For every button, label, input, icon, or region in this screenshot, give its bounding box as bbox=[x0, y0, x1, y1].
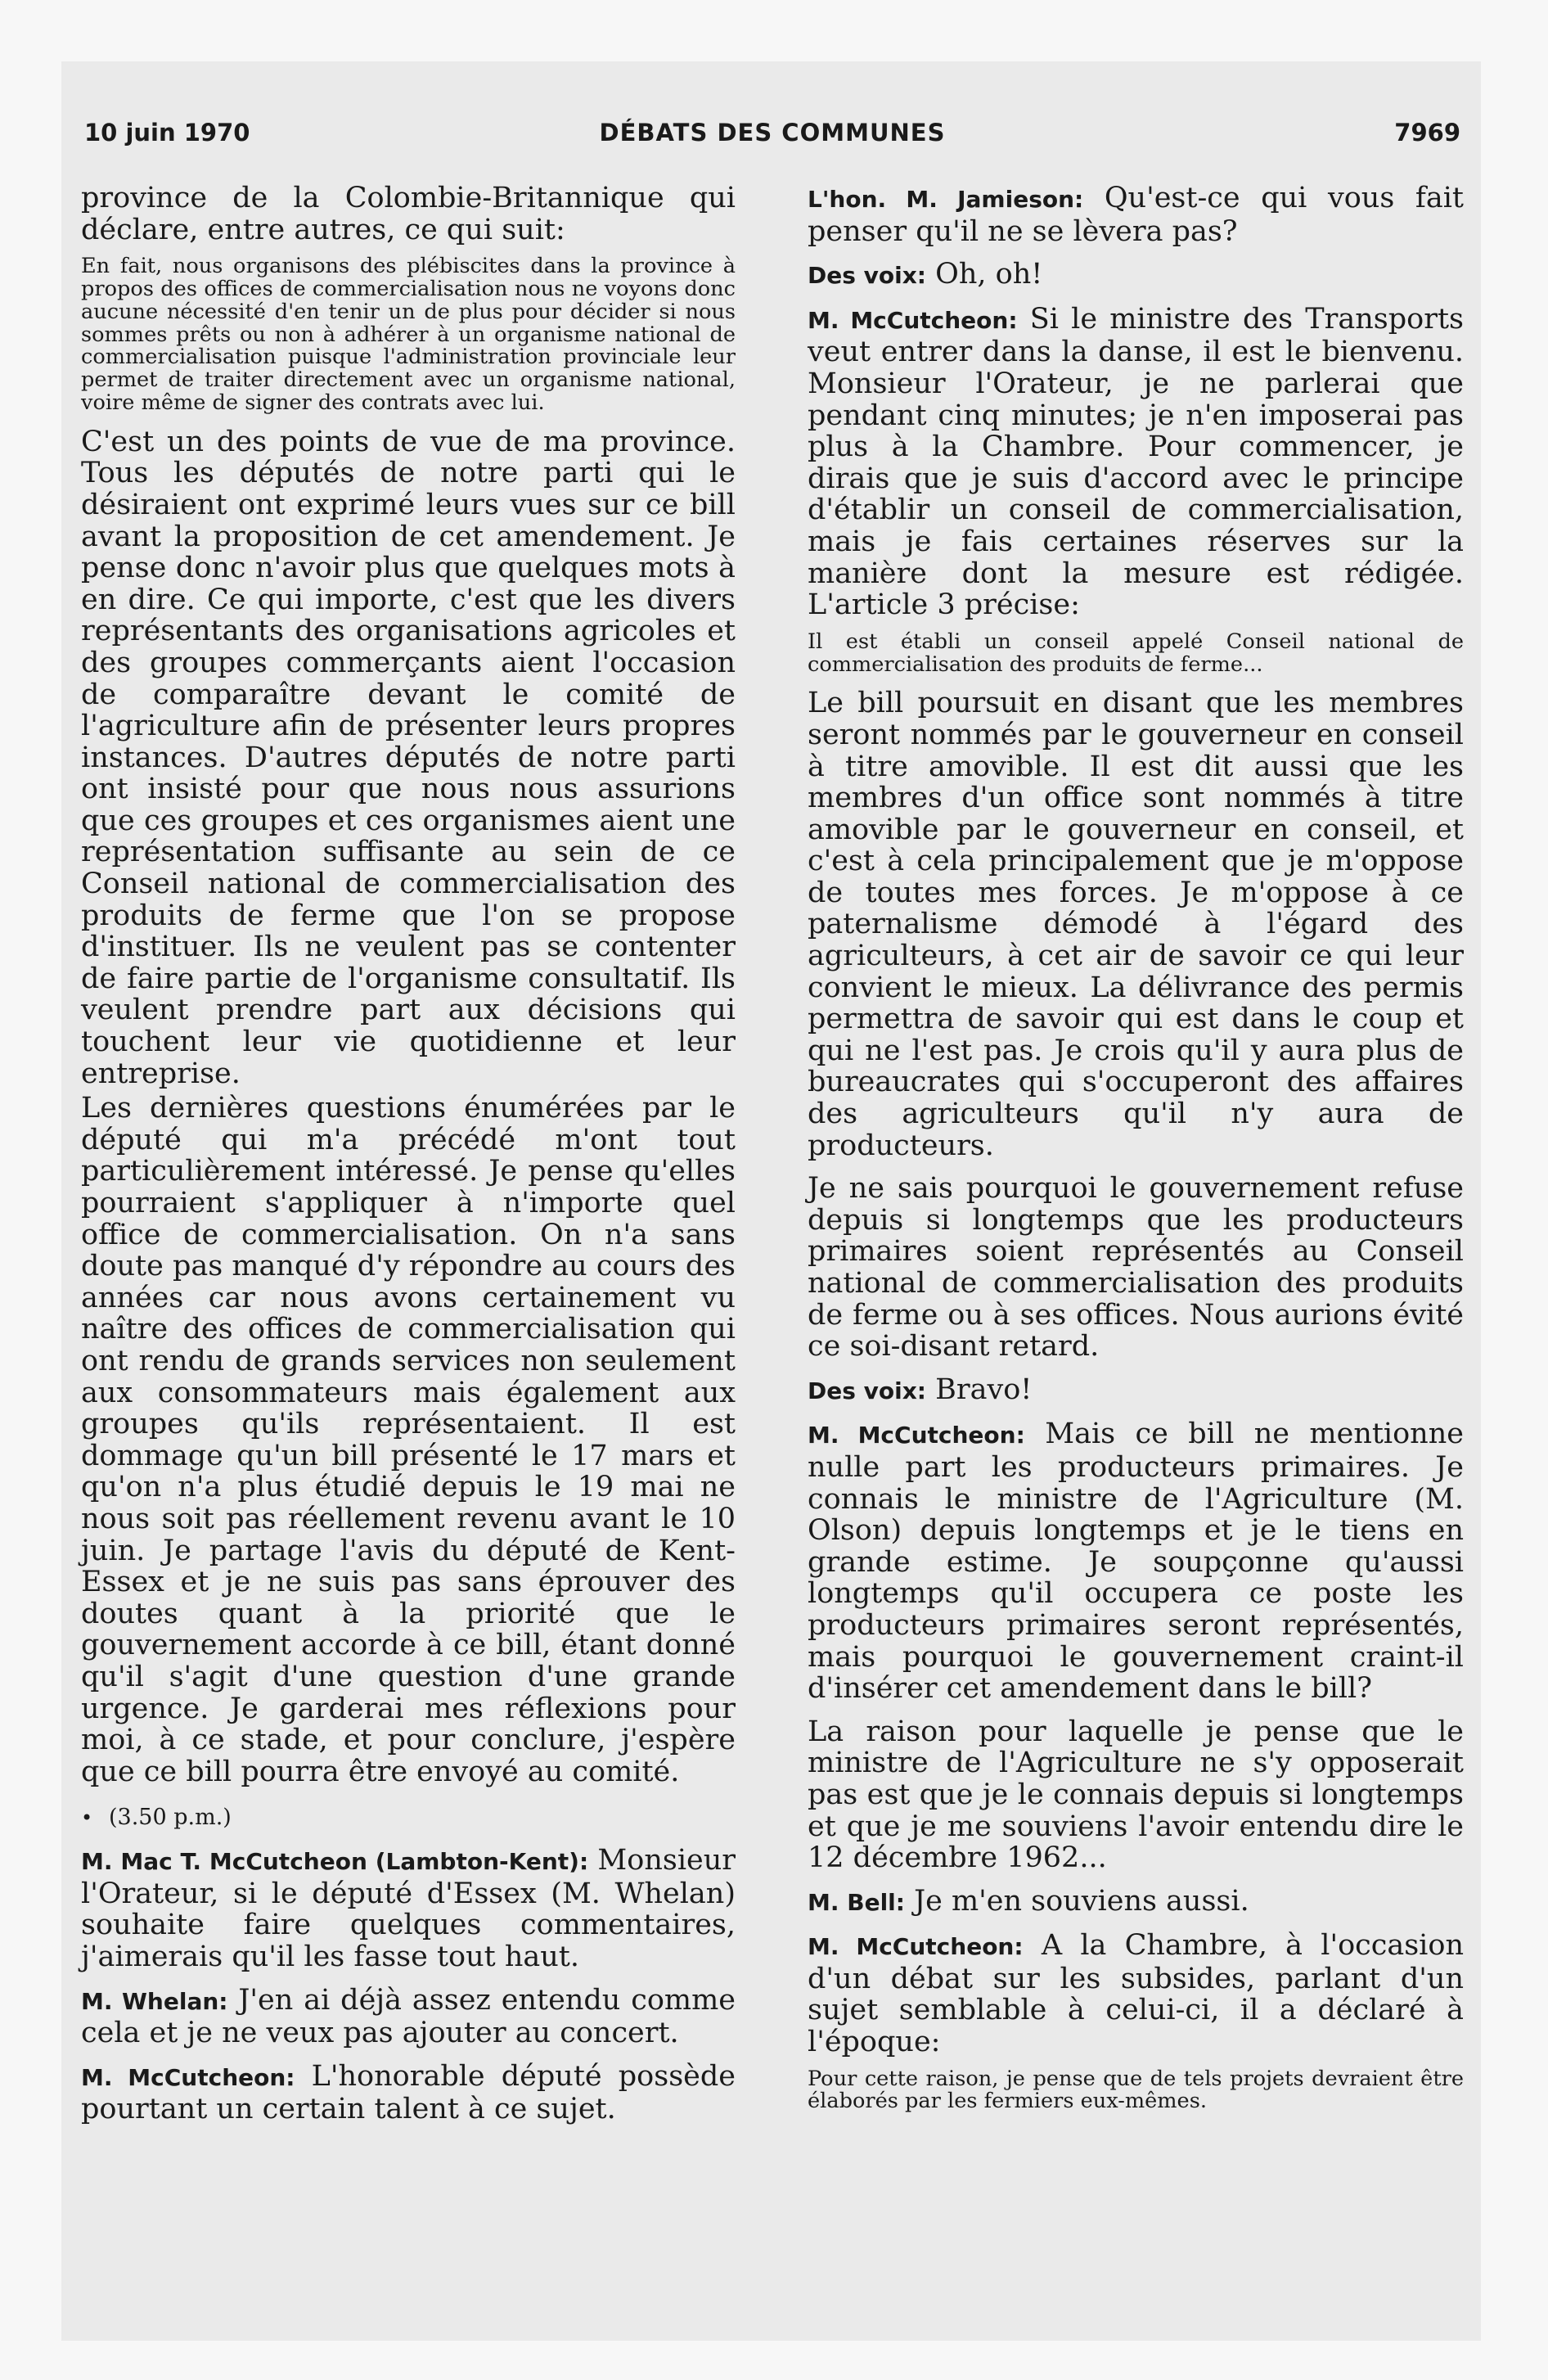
time-label: (3.50 p.m.) bbox=[109, 1805, 232, 1831]
page-number: 7969 bbox=[1394, 119, 1460, 146]
timestamp bbox=[81, 1802, 736, 1833]
speech bbox=[81, 1985, 736, 2049]
speech-text: Mais ce bill ne mentionne nulle part les producteurs primaires. Je connais le ministre de l'Agriculture (M. Olson) depuis longtemps et je le tiens en grande estime. Je soupçonne qu'aussi longtemps qu'il occupera ce poste les producteurs primaires seront représentés, mais pourquoi le gouvernement craint-il d'insérer cet amendement dans le bill? bbox=[808, 1418, 1464, 1706]
page-header bbox=[84, 119, 1460, 156]
speaker-name: M. Mac T. McCutcheon (Lambton-Kent): bbox=[81, 1848, 589, 1876]
header-title: DÉBATS DES COMMUNES bbox=[599, 119, 946, 146]
speech bbox=[808, 1930, 1464, 2058]
journal-page bbox=[61, 61, 1481, 2341]
block-quote: En fait, nous organisons des plébiscites dans la province à propos des offices de commercialisation nous ne voyons donc aucune nécessité d'en tenir un de plus pour décider si nous sommes prêts ou non à adhérer à un organisme national de commercialisation puisque l'administration provinciale leur permet de traiter directement avec un organisme national, voire même de signer des contrats avec lui. bbox=[81, 254, 736, 415]
paragraph: Je ne sais pourquoi le gouvernement refuse depuis si longtemps que les producteurs primaires soient représentés au Conseil national de commercialisation des produits de ferme ou à ses offices. Nous aurions évité ce soi-disant retard. bbox=[808, 1172, 1464, 1364]
speech bbox=[808, 183, 1464, 247]
speech-text: Je m'en souviens aussi. bbox=[914, 1884, 1249, 1918]
paragraph: C'est un des points de vue de ma province. Tous les députés de notre parti qui le désiraient ont exprimé leurs vues sur ce bill avant la proposition de cet amendement. Je pense donc n'avoir plus que quelques mots à en dire. Ce qui importe, c'est que les divers représentants des organisations agricoles et des groupes commerçants aient l'occasion de comparaître devant le comité de l'agriculture afin de présenter leurs propres instances. D'autres députés de notre parti ont insisté pour que nous nous assurions que ces groupes et ces organismes aient une représentation suffisante au sein de ce Conseil national de commercialisation des produits de ferme que l'on se propose d'instituer. Ils ne veulent pas se contenter de faire partie de l'organisme consultatif. Ils veulent prendre part aux décisions qui touchent leur vie quotidienne et leur entreprise. bbox=[81, 425, 736, 1090]
paragraph: La raison pour laquelle je pense que le ministre de l'Agriculture ne s'y opposerait pas est que je le connais depuis si longtemps et que je me souviens l'avoir entendu dire le 12 décembre 1962... bbox=[808, 1715, 1464, 1875]
speech-text: Bravo! bbox=[935, 1373, 1033, 1406]
header-date: 10 juin 1970 bbox=[84, 119, 250, 146]
speech bbox=[808, 1886, 1464, 1919]
speech bbox=[808, 259, 1464, 292]
speech bbox=[81, 1845, 736, 1972]
speaker-name: M. McCutcheon: bbox=[808, 1933, 1024, 1961]
speaker-name: M. Whelan: bbox=[81, 1987, 228, 2015]
speaker-name: M. McCutcheon: bbox=[808, 1422, 1025, 1449]
speech-text: Si le ministre des Transports veut entrer dans la danse, il est le bienvenu. Monsieur l'Orateur, je ne parlerai que pendant cinq minutes; je n'en imposerai pas plus à la Chambre. Pour commencer, je dirais que je suis d'accord avec le principe d'établir un conseil de commercialisation, mais je fais certaines réserves sur la manière dont la mesure est rédigée. L'article 3 précise: bbox=[808, 302, 1464, 622]
paragraph: Les dernières questions énumérées par le député qui m'a précédé m'ont tout particulièrement intéressé. Je pense qu'elles pourraient s'appliquer à n'importe quel office de commercialisation. On n'a sans doute pas manqué d'y répondre au cours des années car nous avons certainement vu naître des offices de commercialisation qui ont rendu de grands services non seulement aux consommateurs mais également aux groupes qu'ils représentaient. Il est dommage qu'un bill présenté le 17 mars et qu'on n'a plus étudié depuis le 19 mai ne nous soit pas réellement revenu avant le 10 juin. Je partage l'avis du député de Kent-Essex et je ne suis pas sans éprouver des doutes quant à la priorité que le gouvernement accorde à ce bill, étant donné qu'il s'agit d'une question d'une grande urgence. Je garderai mes réflexions pour moi, à ce stade, et pour conclure, j'espère que ce bill pourra être envoyé au comité. bbox=[81, 1092, 736, 1788]
paragraph: province de la Colombie-Britannique qui déclare, entre autres, ce qui suit: bbox=[81, 182, 736, 246]
speech bbox=[808, 1374, 1464, 1408]
bullet-icon: • bbox=[81, 1806, 93, 1830]
speech-text: L'honorable député possède pourtant un certain talent à ce sujet. bbox=[81, 2059, 736, 2126]
speech bbox=[81, 2061, 736, 2125]
paragraph: Le bill poursuit en disant que les membres seront nommés par le gouverneur en conseil à titre amovible. Il est dit aussi que les membres d'un office sont nommés à titre amovible par le gouverneur en conseil, et c'est à cela principalement que je m'oppose de toutes mes forces. Je m'oppose à ce paternalisme démodé à l'égard des agriculteurs, à cet air de savoir ce qui leur convient le mieux. La délivrance des permis permettra de savoir qui est dans le coup et qui ne l'est pas. Je crois qu'il y aura plus de bureaucrates qui s'occuperont des affaires des agriculteurs qu'il n'y aura de producteurs. bbox=[808, 687, 1464, 1162]
speech-text: J'en ai déjà assez entendu comme cela et je ne veux pas ajouter au concert. bbox=[81, 1983, 736, 2050]
left-column bbox=[81, 183, 736, 2125]
block-quote: Il est établi un conseil appelé Conseil national de commercialisation des produits de ferme... bbox=[808, 629, 1464, 677]
speaker-name: M. McCutcheon: bbox=[808, 306, 1018, 334]
speaker-name: Des voix: bbox=[808, 262, 926, 290]
speech-text: Qu'est-ce qui vous fait penser qu'il ne se lèvera pas? bbox=[808, 182, 1464, 248]
right-column bbox=[808, 183, 1464, 2125]
speaker-name: Des voix: bbox=[808, 1377, 926, 1404]
speaker-name: L'hon. M. Jamieson: bbox=[808, 186, 1084, 213]
speaker-name: M. Bell: bbox=[808, 1888, 905, 1916]
speech bbox=[808, 1418, 1464, 1704]
speech-text: Monsieur l'Orateur, si le député d'Essex (M. Whelan) souhaite faire quelques commentaires, j'aimerais qu'il les fasse tout haut. bbox=[81, 1844, 736, 1974]
speech-text: A la Chambre, à l'occasion d'un débat sur les subsides, parlant d'un sujet semblable à celui-ci, il a déclaré à l'époque: bbox=[808, 1929, 1464, 2059]
speaker-name: M. McCutcheon: bbox=[81, 2063, 295, 2091]
speech bbox=[808, 304, 1464, 621]
block-quote: Pour cette raison, je pense que de tels projets devraient être élaborés par les fermiers eux-mêmes. bbox=[808, 2066, 1464, 2114]
speech-text: Oh, oh! bbox=[935, 258, 1043, 291]
